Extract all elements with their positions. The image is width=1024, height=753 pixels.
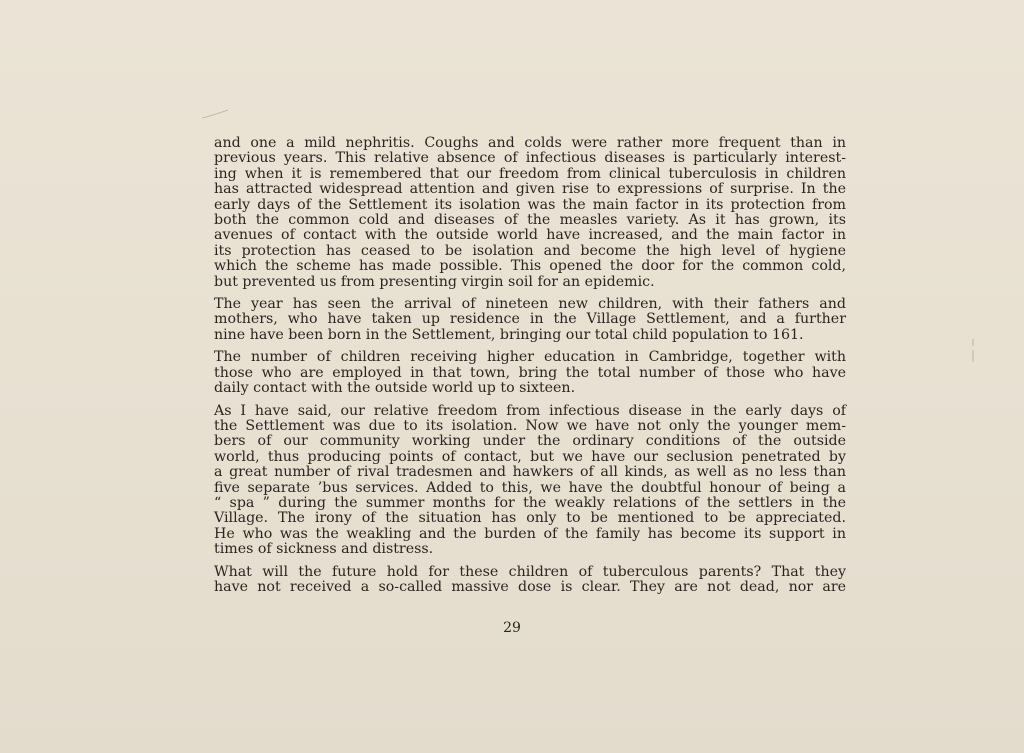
text-line: five separate ’bus services. Added to this, we have the doubtful honour of being a	[214, 479, 846, 496]
paragraph	[214, 565, 846, 596]
text-line: daily contact with the outside world up to sixteen.	[214, 380, 576, 397]
text-line: early days of the Settlement its isolation was the main factor in its protection from	[214, 196, 846, 213]
text-line: ing when it is remembered that our freedom from clinical tuberculosis in children	[214, 165, 846, 182]
text-line: “ spa ” during the summer months for the weakly relations of the settlers in the	[214, 494, 846, 511]
text-line: has attracted widespread attention and given rise to expressions of surprise. In the	[214, 181, 846, 198]
text-line: avenues of contact with the outside world have increased, and the main factor in	[214, 227, 846, 244]
text-line: He who was the weakling and the burden of the family has become its support in	[214, 525, 846, 542]
text-line: those who are employed in that town, bring the total number of those who have	[214, 364, 846, 381]
paragraph	[214, 136, 846, 290]
text-line: bers of our community working under the ordinary conditions of the outside	[214, 433, 846, 450]
text-line: its protection has ceased to be isolation and become the high level of hygiene	[214, 242, 846, 259]
text-line: As I have said, our relative freedom from infectious disease in the early days of	[214, 402, 846, 419]
text-line: world, thus producing points of contact, but we have our seclusion penetrated by	[214, 448, 846, 465]
text-line: a great number of rival tradesmen and hawkers of all kinds, as well as no less than	[214, 464, 846, 481]
paragraph	[214, 297, 846, 343]
margin-mark	[970, 338, 976, 364]
body-text	[214, 136, 846, 602]
paragraph	[214, 404, 846, 558]
text-line: times of sickness and distress.	[214, 541, 434, 558]
text-line: the Settlement was due to its isolation. Now we have not only the younger mem-	[214, 417, 846, 434]
text-line: The number of children receiving higher education in Cambridge, together with	[214, 349, 846, 366]
text-line: What will the future hold for these children of tuberculous parents? That they	[214, 563, 846, 580]
text-line: nine have been born in the Settlement, bringing our total child population to 161.	[214, 326, 804, 343]
text-line: and one a mild nephritis. Coughs and colds were rather more frequent than in	[214, 135, 846, 151]
paragraph	[214, 350, 846, 396]
text-line: but prevented us from presenting virgin soil for an epidemic.	[214, 273, 655, 290]
text-line: have not received a so-called massive dose is clear. They are not dead, nor are	[214, 578, 846, 595]
text-line: The year has seen the arrival of nineteen new children, with their fathers and	[214, 296, 846, 313]
text-line: previous years. This relative absence of infectious diseases is particularly interest-	[214, 150, 846, 167]
text-line: Village. The irony of the situation has only to be mentioned to be appreciated.	[214, 510, 846, 527]
page-number: 29	[503, 620, 521, 636]
text-line: both the common cold and diseases of the measles variety. As it has grown, its	[214, 212, 846, 229]
text-line: which the scheme has made possible. This opened the door for the common cold,	[214, 258, 846, 275]
text-line: mothers, who have taken up residence in the Village Settlement, and a further	[214, 311, 846, 328]
pencil-mark	[200, 108, 230, 120]
